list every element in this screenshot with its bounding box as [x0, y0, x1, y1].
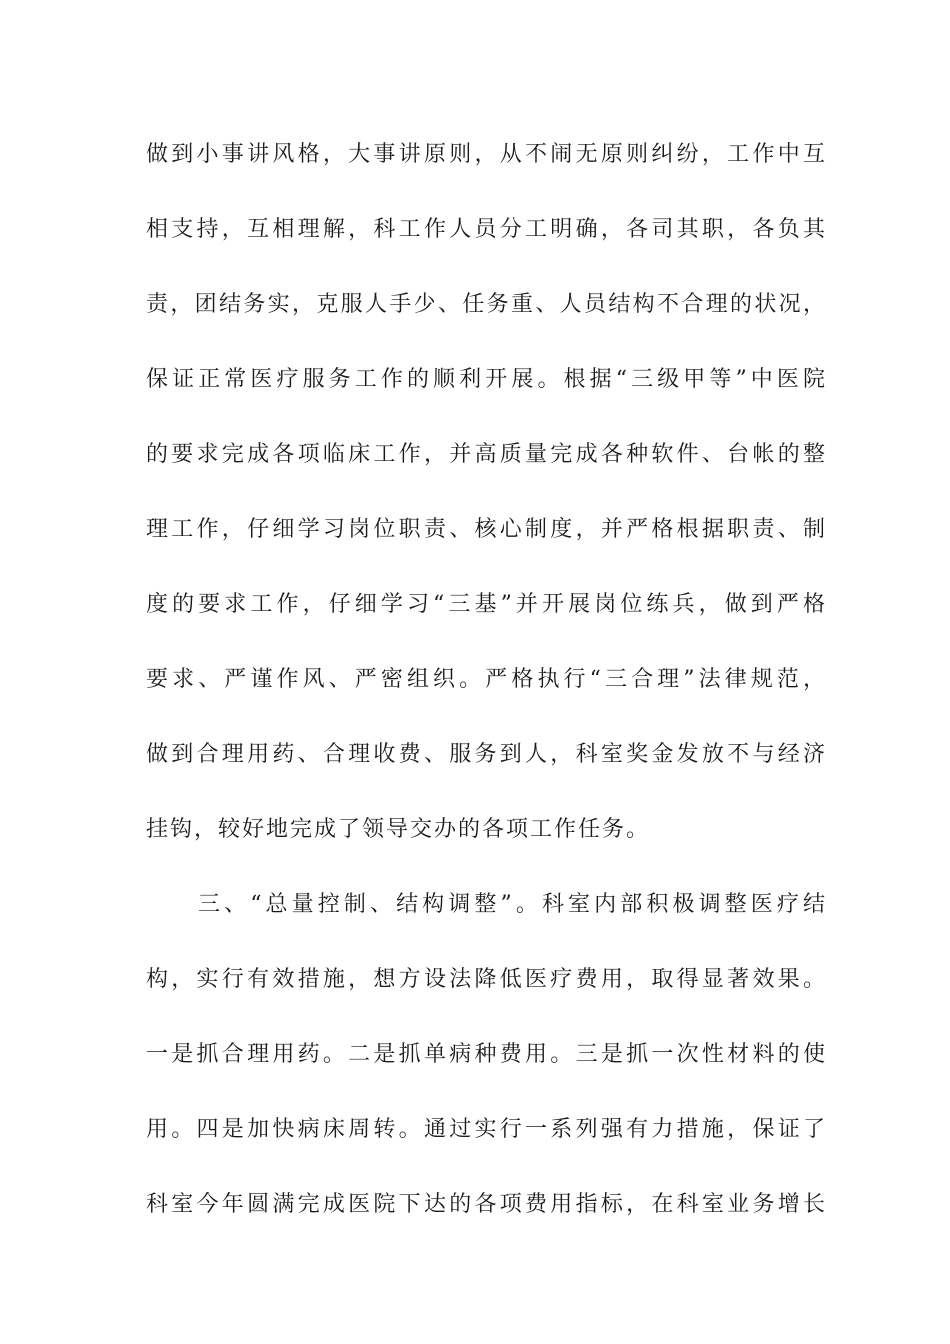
paragraph-1-line-2: 相支持，互相理解，科工作人员分工明确，各司其职，各负其: [146, 217, 826, 242]
paragraph-1-line-4: 保证正常医疗服务工作的顺利开展。根据“三级甲等”中医院: [146, 367, 826, 392]
paragraph-2-line-3: 一是抓合理用药。二是抓单病种费用。三是抓一次性材料的使: [146, 1042, 826, 1067]
document-body: [146, 131, 826, 1256]
paragraph-1-line-6: 理工作，仔细学习岗位职责、核心制度，并严格根据职责、制: [146, 517, 826, 542]
paragraph-1-line-3: 责，团结务实，克服人手少、任务重、人员结构不合理的状况，: [146, 292, 826, 317]
paragraph-1-line-8: 要求、严谨作风、严密组织。严格执行“三合理”法律规范，: [146, 667, 826, 692]
paragraph-2-line-5: 科室今年圆满完成医院下达的各项费用指标，在科室业务增长: [146, 1192, 826, 1217]
paragraph-1-line-7: 度的要求工作，仔细学习“三基”并开展岗位练兵，做到严格: [146, 592, 826, 617]
paragraph-2-line-1: 三、“总量控制、结构调整”。科室内部积极调整医疗结: [198, 892, 826, 917]
paragraph-1-line-1: 做到小事讲风格，大事讲原则，从不闹无原则纠纷，工作中互: [146, 142, 826, 167]
paragraph-2-line-2: 构，实行有效措施，想方设法降低医疗费用，取得显著效果。: [146, 967, 826, 992]
paragraph-1-line-9: 做到合理用药、合理收费、服务到人，科室奖金发放不与经济: [146, 742, 826, 767]
paragraph-2-line-4: 用。四是加快病床周转。通过实行一系列强有力措施，保证了: [146, 1117, 826, 1142]
paragraph-1-line-10: 挂钩，较好地完成了领导交办的各项工作任务。: [146, 817, 651, 842]
paragraph-1-line-5: 的要求完成各项临床工作，并高质量完成各种软件、台帐的整: [146, 442, 826, 467]
